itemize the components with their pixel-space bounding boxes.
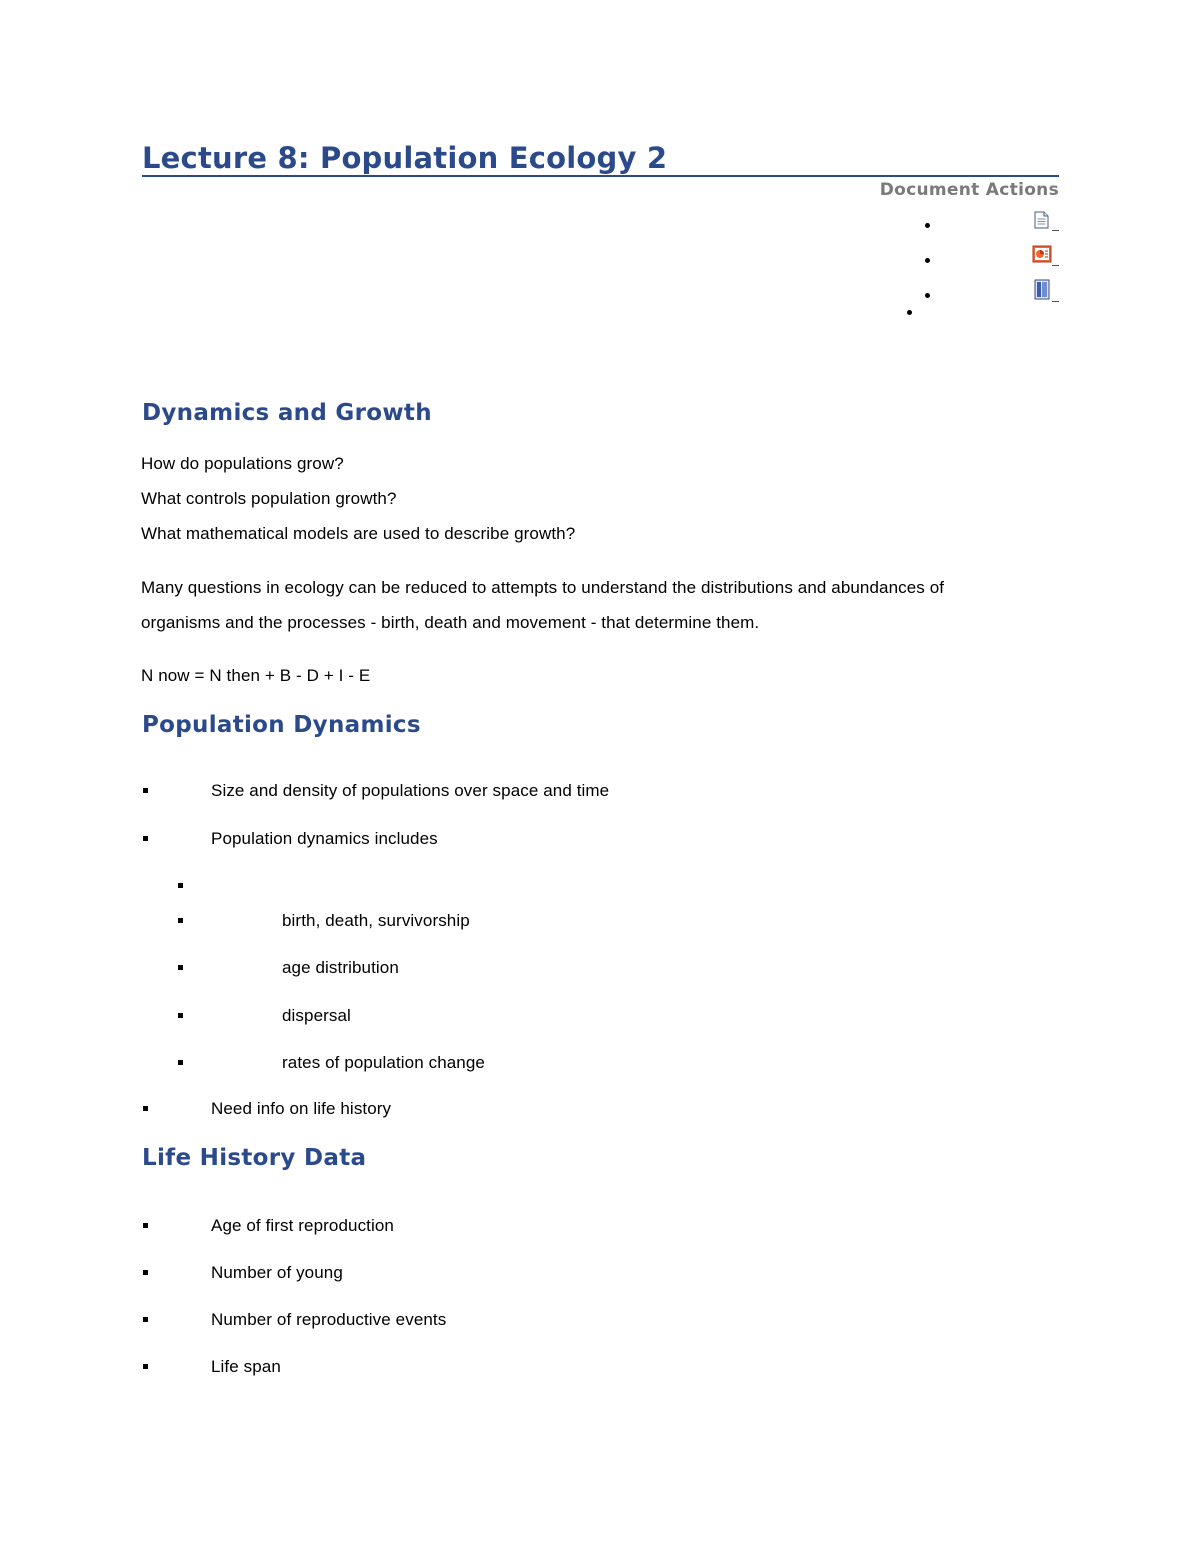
question-line: What mathematical models are used to describe growth? <box>141 524 576 543</box>
square-bullet <box>143 1317 148 1322</box>
list-item: Need info on life history <box>211 1099 392 1118</box>
square-bullet <box>178 918 183 923</box>
list-item: Number of young <box>211 1263 343 1282</box>
square-bullet <box>178 965 183 970</box>
sub-list-item: age distribution <box>282 958 399 977</box>
page-title: Lecture 8: Population Ecology 2 <box>142 141 668 175</box>
sub-list-item: birth, death, survivorship <box>282 911 470 930</box>
paragraph-line: Many questions in ecology can be reduced to attempts to understand the distributions and abundances of <box>141 578 945 597</box>
link-underscore <box>1052 230 1059 231</box>
square-bullet <box>178 1060 183 1065</box>
paragraph-line: organisms and the processes - birth, death and movement - that determine them. <box>141 613 760 632</box>
list-item: Size and density of populations over space and time <box>211 781 610 800</box>
question-line: How do populations grow? <box>141 454 344 473</box>
section-heading-life-history: Life History Data <box>142 1145 367 1171</box>
square-bullet <box>143 1364 148 1369</box>
action-bullet <box>925 223 930 228</box>
action-bullet <box>925 258 930 263</box>
list-item: Population dynamics includes <box>211 829 438 848</box>
square-bullet <box>143 1106 148 1111</box>
action-bullet <box>907 310 912 315</box>
list-item: Life span <box>211 1357 281 1376</box>
book-icon[interactable] <box>1033 279 1051 301</box>
powerpoint-icon[interactable] <box>1032 245 1052 263</box>
section-heading-population-dynamics: Population Dynamics <box>142 712 421 738</box>
section-heading-dynamics-growth: Dynamics and Growth <box>142 400 432 426</box>
sub-list-item: rates of population change <box>282 1053 485 1072</box>
square-bullet <box>143 1270 148 1275</box>
square-bullet <box>178 883 183 888</box>
square-bullet <box>143 788 148 793</box>
list-item: Number of reproductive events <box>211 1310 447 1329</box>
action-bullet <box>925 293 930 298</box>
question-line: What controls population growth? <box>141 489 397 508</box>
link-underscore <box>1052 301 1059 302</box>
link-underscore <box>1052 265 1059 266</box>
document-actions-label: Document Actions <box>879 180 1059 200</box>
equation: N now = N then + B - D + I - E <box>141 666 371 685</box>
title-underline <box>142 175 1059 177</box>
square-bullet <box>143 836 148 841</box>
square-bullet <box>143 1223 148 1228</box>
list-item: Age of first reproduction <box>211 1216 394 1235</box>
sub-list-item: dispersal <box>282 1006 351 1025</box>
square-bullet <box>178 1013 183 1018</box>
document-icon[interactable] <box>1034 211 1050 229</box>
